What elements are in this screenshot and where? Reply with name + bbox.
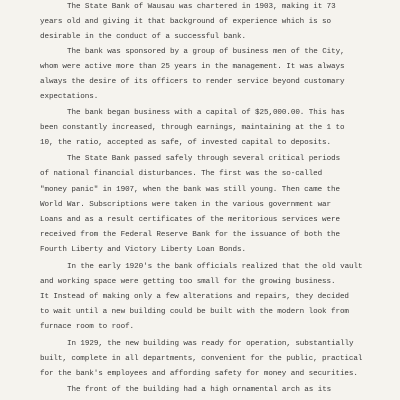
text-line: always the desire of its officers to render service beyond customary [40, 78, 345, 86]
text-line: of national financial disturbances. The first was the so-called [40, 170, 323, 178]
text-line: Fourth Liberty and Victory Liberty Loan Bonds. [40, 246, 246, 254]
text-line: expectations. [40, 93, 99, 101]
text-line: 10, the ratio, accepted as safe, of invested capital to deposits. [40, 139, 332, 147]
text-line: The State Bank passed safely through several critical periods [67, 155, 341, 163]
text-line: The bank began business with a capital of $25,000.00. This has [67, 109, 345, 117]
text-line: In 1929, the new building was ready for operation, substantially [67, 340, 354, 348]
text-line: to wait until a new building could be built with the modern look from [40, 308, 349, 316]
text-line: for the bank's employees and affording safety for money and securities. [40, 370, 358, 378]
text-line: years old and giving it that background of experience which is so [40, 18, 332, 26]
text-line: built, complete in all departments, convenient for the public, practical [40, 355, 363, 363]
text-line: desirable in the conduct of a successful bank. [40, 33, 246, 41]
text-line: been constantly increased, through earnings, maintaining at the 1 to [40, 124, 345, 132]
text-line: received from the Federal Reserve Bank for the issuance of both the [40, 231, 340, 239]
text-line: World War. Subscriptions were taken in the various government war [40, 201, 332, 209]
text-line: The front of the building had a high ornamental arch as its [67, 386, 332, 394]
text-line: The State Bank of Wausau was chartered in 1903, making it 73 [67, 3, 336, 11]
text-line: furnace room to roof. [40, 323, 135, 331]
text-line: The bank was sponsored by a group of business men of the City, [67, 48, 345, 56]
text-line: It Instead of making only a few alterations and repairs, they decided [40, 293, 349, 301]
text-line: Loans and as a result certificates of the meritorious services were [40, 216, 340, 224]
text-line: "money panic" in 1907, when the bank was still young. Then came the [40, 186, 340, 194]
text-line: and working space were getting too small for the growing business. [40, 278, 336, 286]
text-line: whom were active more than 25 years in the management. It was always [40, 63, 345, 71]
text-line: In the early 1920's the bank officials realized that the old vault [67, 263, 363, 271]
